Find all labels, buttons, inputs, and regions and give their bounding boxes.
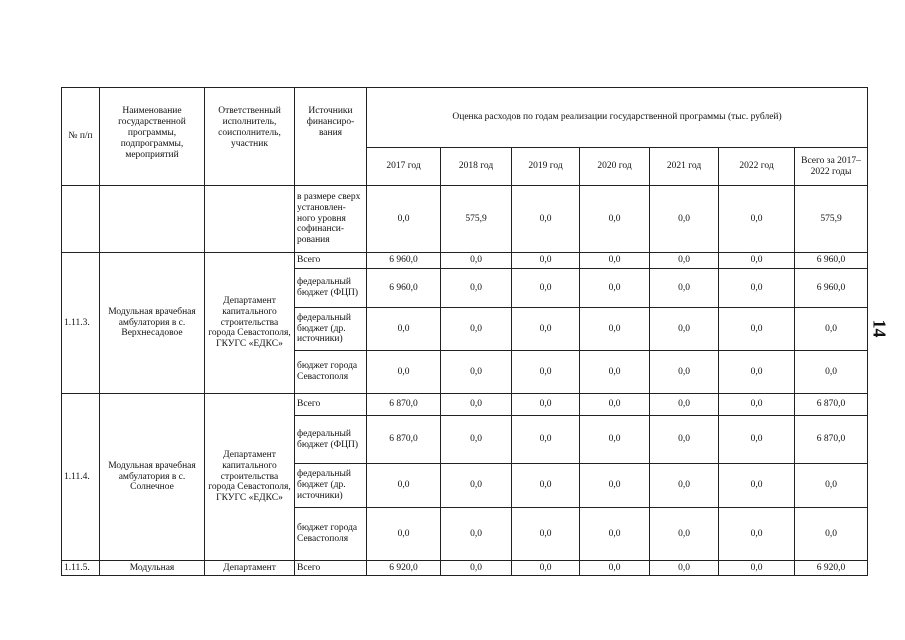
value-cell: 0,0 [719,394,795,416]
source-cell: Всего [295,253,367,269]
value-cell: 0,0 [512,561,580,576]
table-row [62,186,868,253]
total-cell: 6 870,0 [795,394,868,416]
total-cell: 575,9 [795,186,868,253]
value-cell: 0,0 [719,561,795,576]
value-cell: 0,0 [580,351,650,394]
source-cell: федеральный бюджет (др. источники) [295,464,367,508]
header-responsible: Ответственный исполнитель, соисполнитель, участник [205,88,295,186]
value-cell: 0,0 [441,416,512,464]
header-year: 2018 год [441,148,512,186]
value-cell: 6 870,0 [367,416,441,464]
value-cell: 0,0 [650,308,719,351]
source-cell: федеральный бюджет (ФЦП) [295,269,367,308]
value-cell: 0,0 [367,186,441,253]
value-cell: 0,0 [580,464,650,508]
total-cell: 0,0 [795,308,868,351]
value-cell: 0,0 [580,186,650,253]
num-cell [62,186,100,253]
value-cell: 0,0 [650,253,719,269]
num-cell: 1.11.5. [62,561,100,576]
header-estimate: Оценка расходов по годам реализации государственной программы (тыс. рублей) [367,88,868,148]
value-cell: 0,0 [719,269,795,308]
value-cell: 0,0 [580,416,650,464]
budget-table [61,87,868,576]
source-cell: бюджет города Севастополя [295,351,367,394]
table-row [62,561,868,576]
value-cell: 0,0 [367,508,441,561]
value-cell: 0,0 [512,416,580,464]
name-cell [100,186,205,253]
source-cell: бюджет города Севастополя [295,508,367,561]
value-cell: 6 960,0 [367,269,441,308]
total-cell: 6 870,0 [795,416,868,464]
value-cell: 0,0 [512,308,580,351]
value-cell: 0,0 [367,351,441,394]
source-cell: федеральный бюджет (ФЦП) [295,416,367,464]
value-cell: 0,0 [580,253,650,269]
table-row [62,394,868,416]
value-cell: 0,0 [441,253,512,269]
value-cell: 0,0 [650,394,719,416]
value-cell: 0,0 [580,308,650,351]
total-cell: 6 960,0 [795,253,868,269]
value-cell: 0,0 [719,253,795,269]
value-cell: 0,0 [580,394,650,416]
header-year: 2020 год [580,148,650,186]
num-cell: 1.11.3. [62,253,100,394]
value-cell: 0,0 [512,253,580,269]
value-cell: 0,0 [441,394,512,416]
header-sources: Источники финансиро-вания [295,88,367,186]
source-cell: в размере сверх установлен-ного уровня софинанси-рования [295,186,367,253]
total-cell: 6 920,0 [795,561,868,576]
responsible-cell: Департамент капитального строительства города Севастополя, ГКУГС «ЕДКС» [205,253,295,394]
value-cell: 0,0 [580,561,650,576]
value-cell: 575,9 [441,186,512,253]
header-total: Всего за 2017–2022 годы [795,148,868,186]
value-cell: 0,0 [512,351,580,394]
header-year: 2017 год [367,148,441,186]
source-cell: Всего [295,561,367,576]
value-cell: 0,0 [512,508,580,561]
value-cell: 0,0 [650,186,719,253]
header-year: 2019 год [512,148,580,186]
responsible-cell: Департамент капитального строительства города Севастополя, ГКУГС «ЕДКС» [205,394,295,561]
value-cell: 0,0 [441,308,512,351]
responsible-cell [205,186,295,253]
page-number: 14 [869,319,890,338]
responsible-cell: Департамент [205,561,295,576]
total-cell: 0,0 [795,464,868,508]
value-cell: 0,0 [512,464,580,508]
value-cell: 6 870,0 [367,394,441,416]
header-num: № п/п [62,88,100,186]
value-cell: 0,0 [512,394,580,416]
value-cell: 0,0 [441,464,512,508]
value-cell: 0,0 [441,508,512,561]
value-cell: 6 920,0 [367,561,441,576]
value-cell: 0,0 [650,416,719,464]
source-cell: Всего [295,394,367,416]
header-year: 2022 год [719,148,795,186]
total-cell: 0,0 [795,508,868,561]
value-cell: 0,0 [719,464,795,508]
source-cell: федеральный бюджет (др. источники) [295,308,367,351]
value-cell: 0,0 [512,186,580,253]
total-cell: 0,0 [795,351,868,394]
value-cell: 0,0 [719,351,795,394]
value-cell: 0,0 [580,269,650,308]
table-row [62,253,868,269]
value-cell: 0,0 [367,464,441,508]
value-cell: 0,0 [441,561,512,576]
value-cell: 0,0 [441,269,512,308]
value-cell: 6 960,0 [367,253,441,269]
value-cell: 0,0 [650,351,719,394]
value-cell: 0,0 [650,561,719,576]
name-cell: Модульная врачебная амбулатория в с. Верхнесадовое [100,253,205,394]
value-cell: 0,0 [580,508,650,561]
value-cell: 0,0 [512,269,580,308]
value-cell: 0,0 [719,186,795,253]
name-cell: Модульная [100,561,205,576]
value-cell: 0,0 [719,508,795,561]
value-cell: 0,0 [441,351,512,394]
value-cell: 0,0 [719,416,795,464]
header-year: 2021 год [650,148,719,186]
num-cell: 1.11.4. [62,394,100,561]
header-name: Наименование государственной программы, подпрограммы, мероприятий [100,88,205,186]
header-row [62,88,868,148]
value-cell: 0,0 [650,269,719,308]
name-cell: Модульная врачебная амбулатория в с. Солнечное [100,394,205,561]
value-cell: 0,0 [719,308,795,351]
total-cell: 6 960,0 [795,269,868,308]
value-cell: 0,0 [650,508,719,561]
value-cell: 0,0 [650,464,719,508]
value-cell: 0,0 [367,308,441,351]
